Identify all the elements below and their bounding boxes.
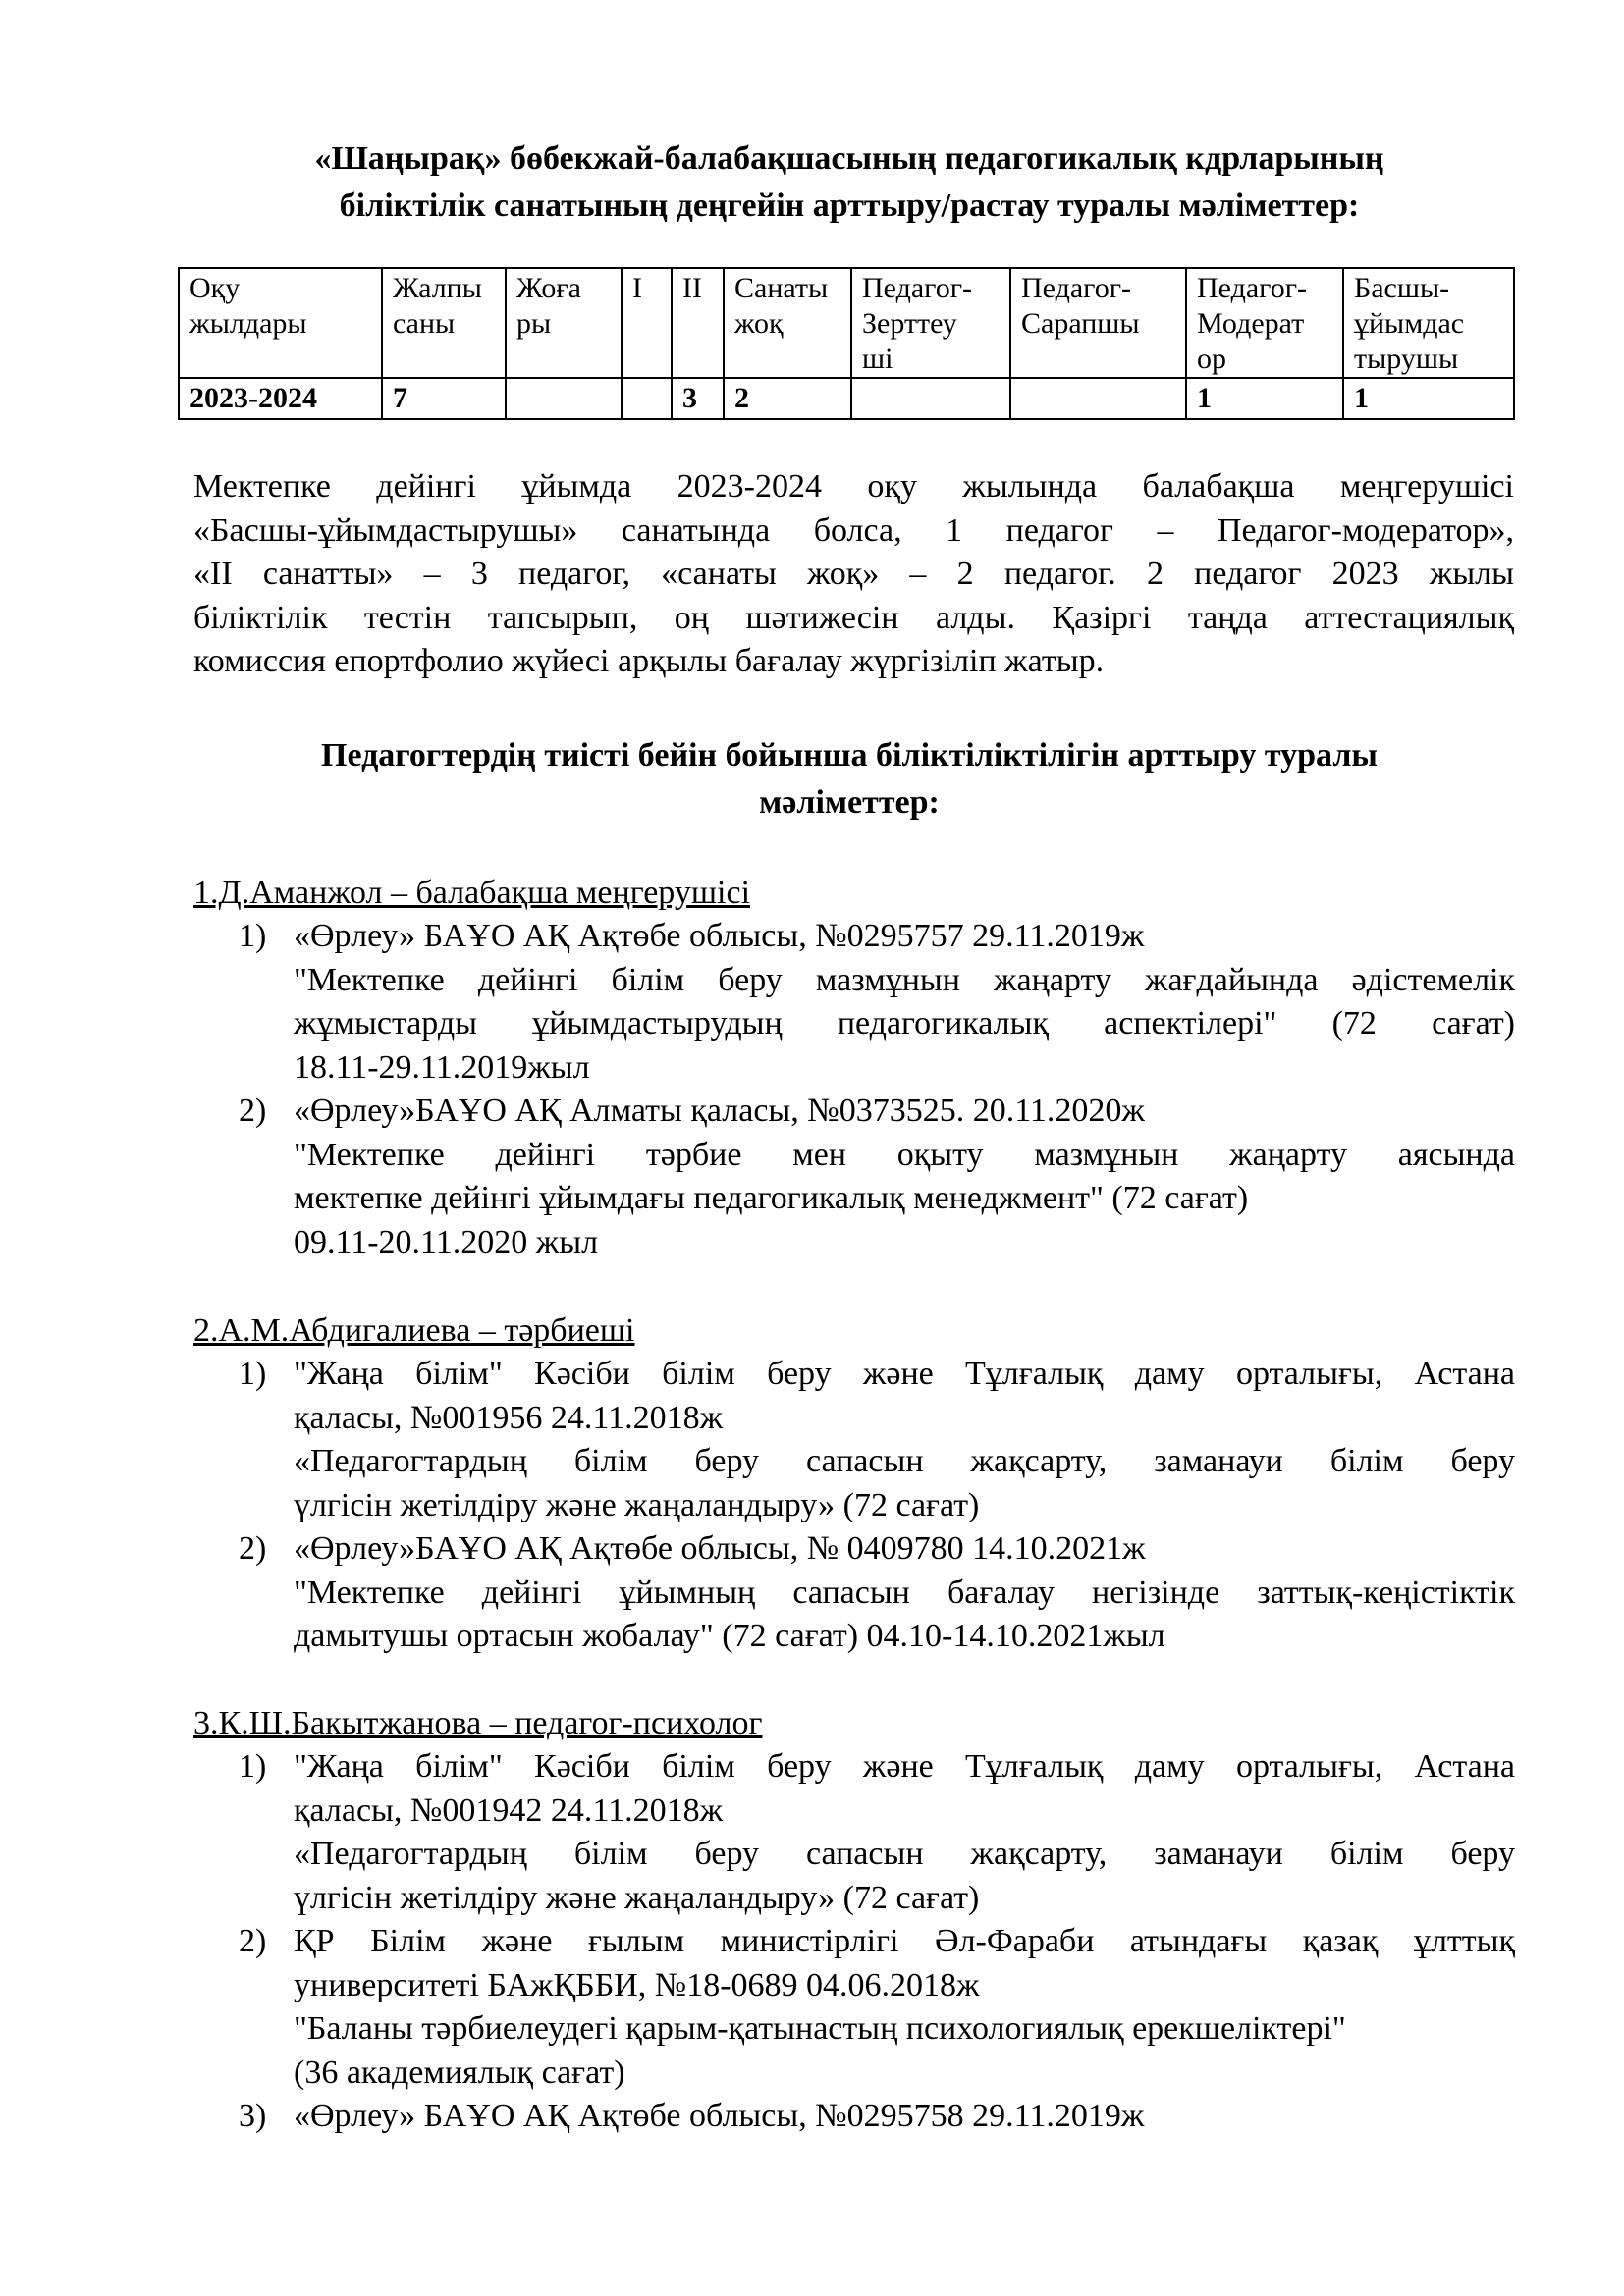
section-title	[177, 732, 1522, 827]
table-cell: 3	[672, 378, 724, 419]
item-line: "Мектепке дейінгі білім беру мазмұнын жаңарту жағдайында әдістемелік	[294, 961, 1515, 998]
table-cell	[1010, 378, 1186, 419]
item-number: 1)	[239, 1356, 267, 1392]
item-line: "Баланы тәрбиелеудегі қарым-қатынастың психологиялық ерекшеліктері"	[294, 2010, 1346, 2047]
item-line: 09.11-20.11.2020 жыл	[294, 1223, 599, 1260]
item-number: 1)	[239, 1748, 267, 1785]
course-item	[239, 1353, 1515, 1527]
item-line: университеті БАжҚББИ, №18-0689 04.06.2018ж	[294, 1966, 980, 2003]
paragraph-line: «Басшы-ұйымдастырушы» санатында болса, 1 педагог – Педагог-модератор»,	[193, 511, 1514, 549]
paragraph-line: «II санатты» – 3 педагог, «санаты жоқ» – 2 педагог. 2 педагог 2023 жылы	[193, 556, 1514, 592]
item-line: үлгісін жетілдіру және жаңаландыру» (72 сағат)	[294, 1486, 980, 1523]
table-cell: 1	[1186, 378, 1343, 419]
item-line: қаласы, №001942 24.11.2018ж	[294, 1791, 724, 1829]
item-line: "Жаңа білім" Кәсіби білім беру және Тұлғалық даму орталығы, Астана	[294, 1356, 1515, 1392]
course-item	[239, 2095, 1515, 2139]
item-line: жұмыстарды ұйымдастырудың педагогикалық аспектілері" (72 сағат)	[294, 1005, 1515, 1041]
person-heading: 2.А.М.Абдигалиева – тәрбиеші	[193, 1312, 635, 1349]
title-line: мәліметтер:	[759, 784, 940, 821]
item-line: "Мектепке дейінгі ұйымның сапасын бағалау негізінде заттық-кеңістіктік	[294, 1574, 1515, 1611]
item-line: (36 академиялық сағат)	[294, 2054, 625, 2091]
header-cell: Педагог- Зерттеу ші	[851, 268, 1010, 378]
table-cell: 7	[382, 378, 506, 419]
paragraph-line: Мектепке дейінгі ұйымда 2023-2024 оқу жылында балабақша меңгерушісі	[193, 468, 1514, 505]
paragraph-line: комиссия епортфолио жүйесі арқылы бағалау жүргізіліп жатыр.	[193, 643, 1105, 679]
item-line: «Өрлеу»БАҰО АҚ Ақтөбе облысы, № 0409780 14.10.2021ж	[294, 1530, 1146, 1567]
item-line: "Жаңа білім" Кәсіби білім беру және Тұлғалық даму орталығы, Астана	[294, 1748, 1515, 1785]
paragraph-line: біліктілік тестін тапсырып, оң шәтижесін алды. Қазіргі таңда аттестациялық	[193, 599, 1514, 636]
title-line: «Шаңырақ» бөбекжай-балабақшасының педагогикалық кдрларының	[314, 140, 1384, 177]
item-number: 2)	[239, 1093, 267, 1129]
item-line: қаласы, №001956 24.11.2018ж	[294, 1399, 724, 1436]
table-cell	[851, 378, 1010, 419]
item-line: ҚР Білім және ғылым министірлігі Әл-Фараби атындағы қазақ ұлттық	[294, 1923, 1515, 1959]
title-line: біліктілік санатының деңгейін арттыру/растау туралы мәліметтер:	[339, 187, 1360, 224]
item-number: 2)	[239, 1923, 267, 1959]
item-number: 1)	[239, 918, 267, 954]
item-line: үлгісін жетілдіру және жаңаландыру» (72 сағат)	[294, 1879, 980, 1916]
table-cell: 2	[724, 378, 851, 419]
item-line: "Мектепке дейінгі тәрбие мен оқыту мазмұнын жаңарту аясында	[294, 1136, 1515, 1173]
table-cell: 2023-2024	[179, 378, 382, 419]
item-number: 2)	[239, 1530, 267, 1567]
table-cell	[622, 378, 672, 419]
header-cell: Басшы- ұйымдас тырушы	[1343, 268, 1514, 378]
table-row	[179, 378, 1514, 419]
person-heading: 1.Д.Аманжол – балабақша меңгерушісі	[193, 875, 751, 911]
title-line: Педагогтердің тиісті бейін бойынша біліктіліктілігін арттыру туралы	[321, 737, 1378, 774]
document-title	[177, 135, 1522, 230]
item-line: «Педагогтардың білім беру сапасын жақсарту, заманауи білім беру	[294, 1836, 1515, 1872]
summary-paragraph	[193, 465, 1514, 684]
course-item	[239, 1527, 1515, 1659]
header-cell: Жоға ры	[506, 268, 622, 378]
table-cell	[506, 378, 622, 419]
header-cell: I	[622, 268, 672, 378]
item-number: 3)	[239, 2098, 267, 2134]
item-line: «Өрлеу» БАҰО АҚ Ақтөбе облысы, №0295757 29.11.2019ж	[294, 918, 1145, 954]
header-cell: Педагог- Сарапшы	[1010, 268, 1186, 378]
header-cell: Педагог- Модерат ор	[1186, 268, 1343, 378]
table-cell: 1	[1343, 378, 1514, 419]
table-header-row	[179, 268, 1514, 378]
course-item	[239, 1920, 1515, 2095]
course-item	[239, 1090, 1515, 1264]
item-line: «Өрлеу» БАҰО АҚ Ақтөбе облысы, №0295758 29.11.2019ж	[294, 2098, 1145, 2134]
header-cell: II	[672, 268, 724, 378]
header-cell: Оқу жылдары	[179, 268, 382, 378]
item-line: дамытушы ортасын жобалау" (72 сағат) 04.10-14.10.2021жыл	[294, 1618, 1165, 1654]
item-line: «Педагогтардың білім беру сапасын жақсарту, заманауи білім беру	[294, 1443, 1515, 1479]
qualification-table	[178, 267, 1515, 420]
person-heading: 3.К.Ш.Бакытжанова – педагог-психолог	[193, 1705, 763, 1741]
course-item	[239, 915, 1515, 1090]
header-cell: Жалпы саны	[382, 268, 506, 378]
item-line: мектепке дейінгі ұйымдағы педагогикалық менеджмент" (72 сағат)	[294, 1180, 1249, 1216]
header-cell: Санаты жоқ	[724, 268, 851, 378]
course-item	[239, 1745, 1515, 1920]
item-line: 18.11-29.11.2019жыл	[294, 1048, 590, 1086]
item-line: «Өрлеу»БАҰО АҚ Алматы қаласы, №0373525. 20.11.2020ж	[294, 1093, 1145, 1129]
